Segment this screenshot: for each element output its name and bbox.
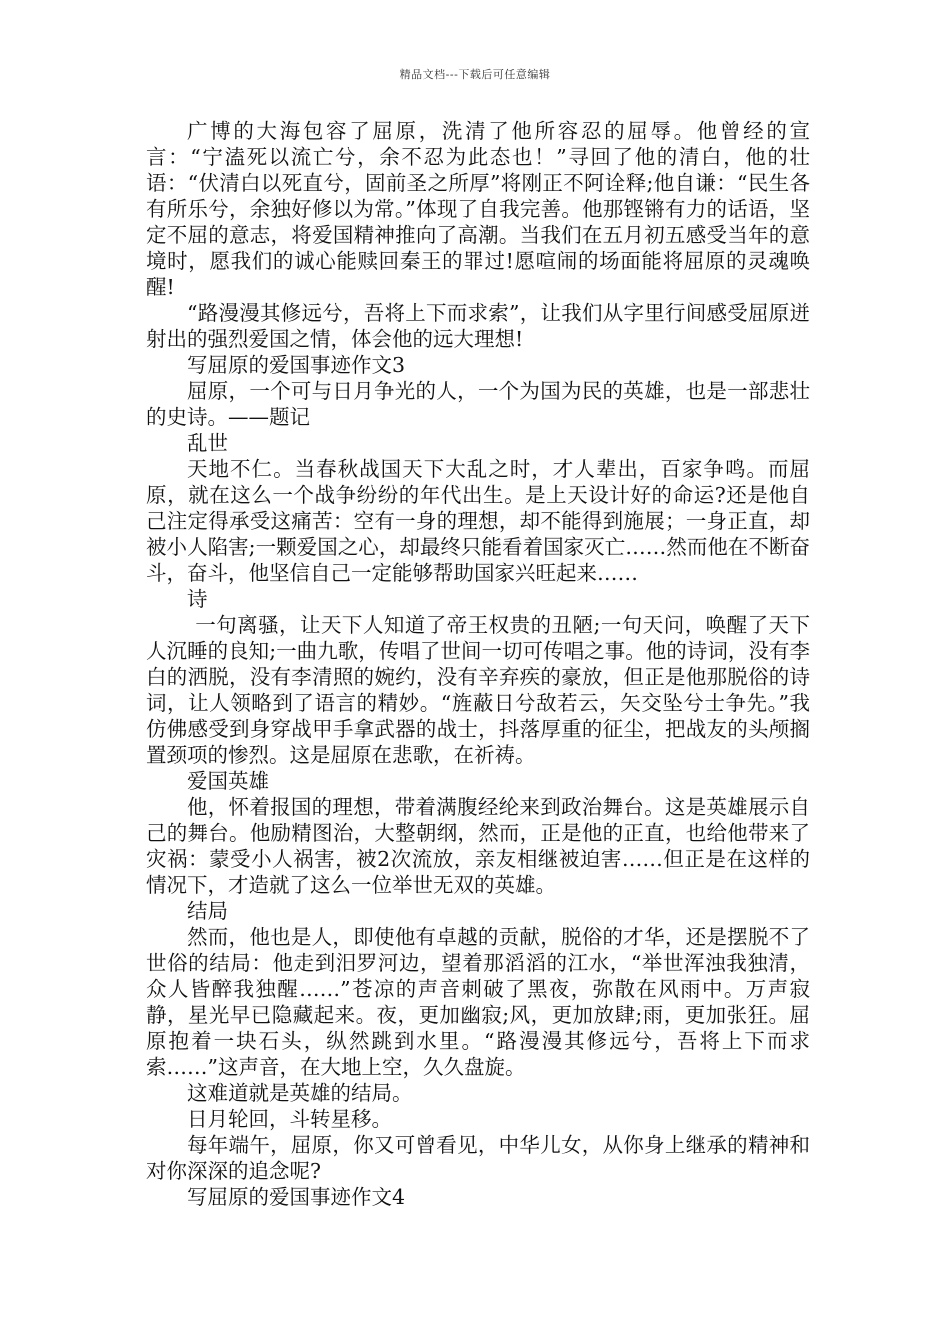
paragraph-hero: 他，怀着报国的理想，带着满腹经纶来到政治舞台。这是英雄展示自己的舞台。他励精图治，大整朝纲，然而，正是他的正直，也给他带来了灾祸：蒙受小人祸害，被2次流放，亲友相继被迫害……但正是在这样的情况下，才造就了这么一位举世无双的英雄。 [146,795,810,897]
paragraph-poetry: 一句离骚，让天下人知道了帝王权贵的丑陋;一句天问，唤醒了天下人沉睡的良知;一曲九歌，传唱了世间一切可传唱之事。他的诗词，没有李白的洒脱，没有李清照的婉约，没有辛弃疾的豪放，但正是他那脱俗的诗词，让人领略到了语言的精妙。“旌蔽日兮敌若云，矢交坠兮士争先。”我仿佛感受到身穿战甲手拿武器的战士，抖落厚重的征尘，把战友的头颅搁置颈项的惨烈。这是屈原在悲歌，在祈祷。 [146,613,810,767]
section-heading-hero: 爱国英雄 [187,769,269,793]
section-heading-essay-4: 写屈原的爱国事迹作文4 [187,1185,406,1209]
paragraph-dragon-boat: 每年端午，屈原，你又可曾看见，中华儿女，从你身上继承的精神和对你深深的追念呢? [146,1133,810,1183]
section-heading-ending: 结局 [187,899,228,923]
paragraph-2: “路漫漫其修远兮，吾将上下而求索”，让我们从字里行间感受屈原迸射出的强烈爱国之情，体会他的远大理想! [146,301,810,351]
paragraph-time-passes: 日月轮回，斗转星移。 [187,1107,392,1131]
paragraph-hero-ending: 这难道就是英雄的结局。 [187,1081,413,1105]
section-heading-essay-3: 写屈原的爱国事迹作文3 [187,353,406,377]
paragraph-epigraph: 屈原，一个可与日月争光的人，一个为国为民的英雄，也是一部悲壮的史诗。——题记 [146,379,810,429]
paragraph-ending: 然而，他也是人，即使他有卓越的贡献，脱俗的才华，还是摆脱不了世俗的结局：他走到汨罗河边，望着那滔滔的江水，“举世浑浊我独清，众人皆醉我独醒……”苍凉的声音刺破了黑夜，弥散在风雨中。万声寂静，星光早已隐藏起来。夜，更加幽寂;风，更加放肆;雨，更加张狂。屈原抱着一块石头，纵然跳到水里。“路漫漫其修远兮，吾将上下而求索……”这声音，在大地上空，久久盘旋。 [146,925,810,1079]
section-heading-chaos: 乱世 [187,431,228,455]
paragraph-1: 广博的大海包容了屈原，洗清了他所容忍的屈辱。他曾经的宣言：“宁溘死以流亡兮，余不忍为此态也！”寻回了他的清白，他的壮语：“伏清白以死直兮，固前圣之所厚”将刚正不阿诠释;他自谦：“民生各有所乐兮，余独好修以为常。”体现了自我完善。他那铿锵有力的话语，坚定不屈的意志，将爱国精神推向了高潮。当我们在五月初五感受当年的意境时，愿我们的诚心能赎回秦王的罪过!愿喧闹的场面能将屈原的灵魂唤醒! [146,119,810,299]
paragraph-chaos: 天地不仁。当春秋战国天下大乱之时，才人辈出，百家争鸣。而屈原，就在这么一个战争纷纷的年代出生。是上天设计好的命运?还是他自己注定得承受这痛苦：空有一身的理想，却不能得到施展；一身正直，却被小人陷害;一颗爱国之心，却最终只能看着国家灭亡……然而他在不断奋斗，奋斗，他坚信自己一定能够帮助国家兴旺起来…… [146,457,810,585]
section-heading-poetry: 诗 [187,587,208,611]
page-header: 精品文档---下载后可任意编辑 [399,68,551,81]
document-body [146,118,810,1210]
